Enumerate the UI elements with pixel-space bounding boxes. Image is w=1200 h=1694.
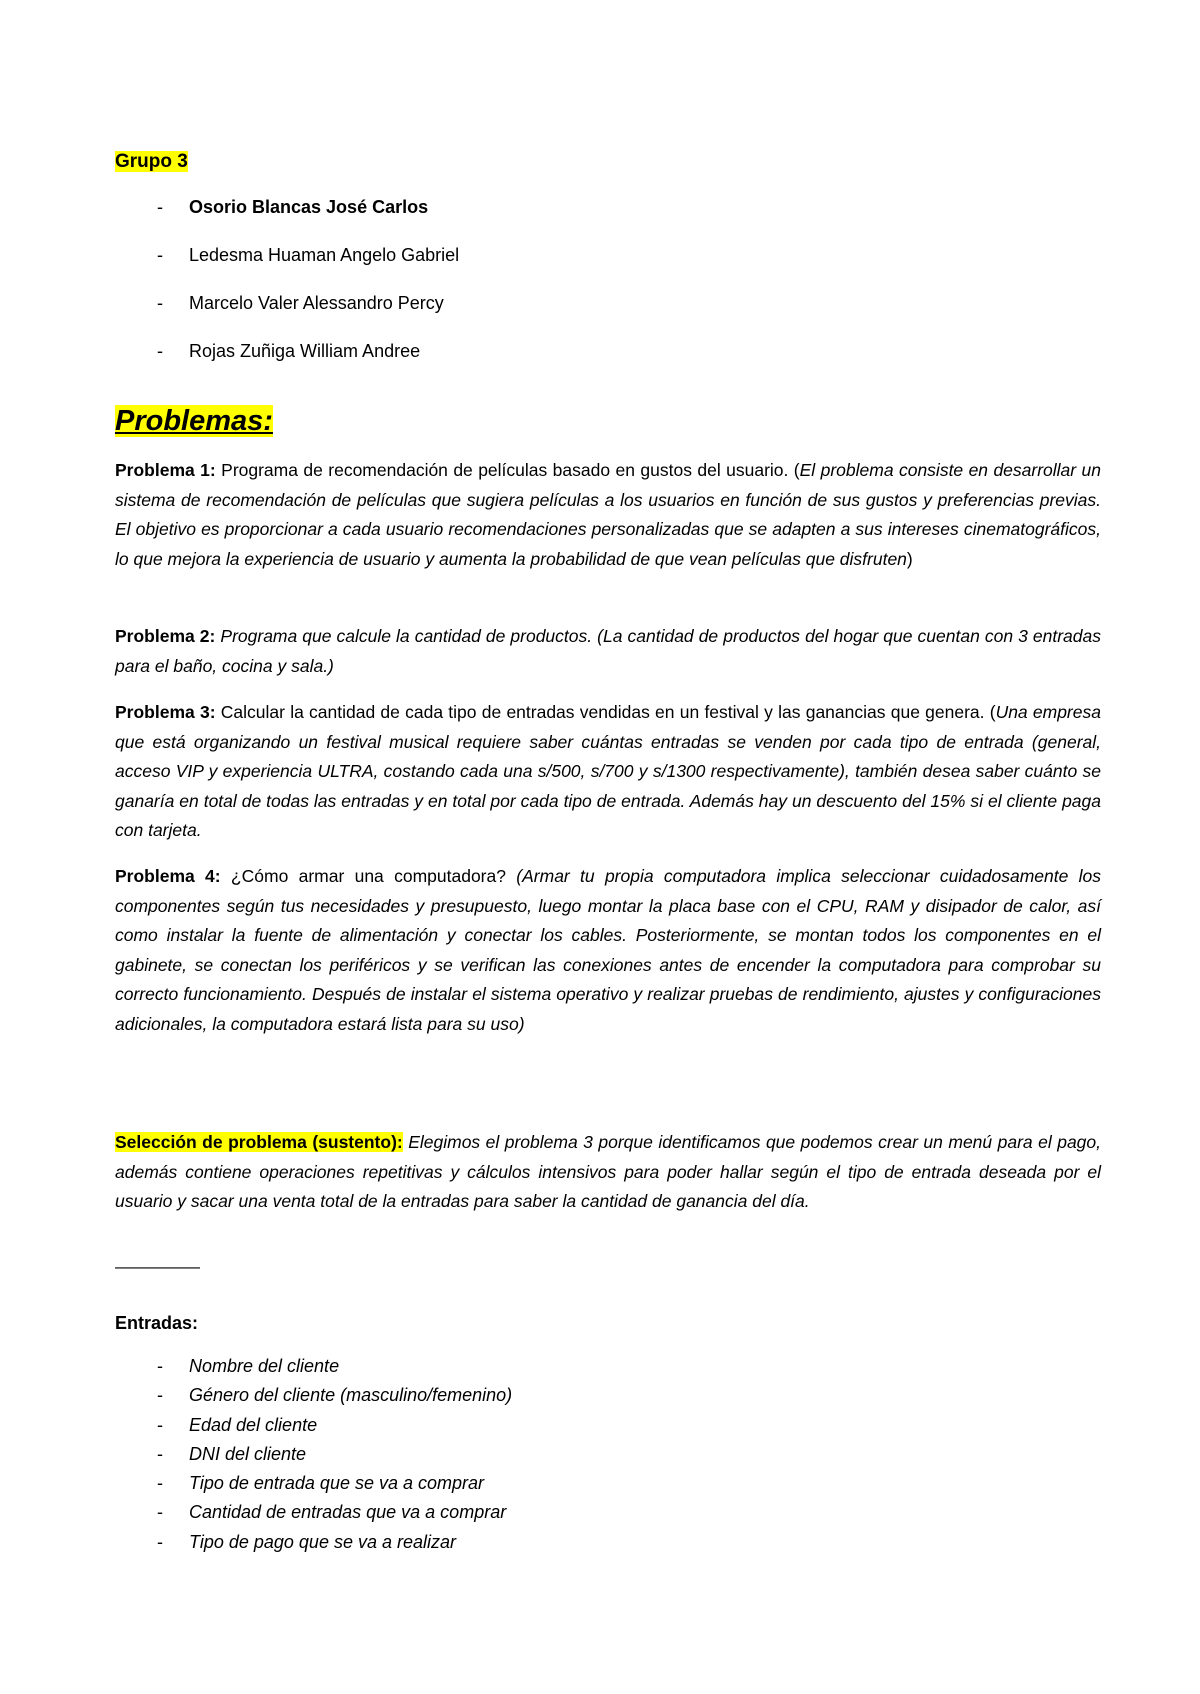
input-text: Nombre del cliente — [189, 1356, 340, 1376]
problem-label: Problema 2: — [115, 626, 216, 646]
input-text: DNI del cliente — [189, 1443, 307, 1464]
list-marker: - — [157, 1356, 163, 1376]
list-marker: - — [157, 293, 163, 313]
list-marker: - — [157, 341, 163, 361]
member-name: Marcelo Valer Alessandro Percy — [189, 293, 444, 313]
input-text: Tipo de pago que se va a realizar — [189, 1531, 457, 1552]
problem-selection — [115, 1128, 1101, 1217]
input-text: Cantidad de entradas que va a comprar — [189, 1502, 507, 1523]
list-marker: - — [157, 1414, 163, 1435]
input-text: Tipo de entrada que se va a comprar — [189, 1473, 485, 1494]
problems-heading — [115, 403, 273, 439]
problem-4 — [115, 862, 1101, 1039]
list-marker: - — [157, 197, 163, 217]
selection-text: Elegimos el problema 3 porque identificamos que podemos crear un menú para el pago, además contiene operaciones repetitivas y cálculos intensivos para poder hallar según el tipo de entrada deseada por el usuario y sacar una venta total de la entradas para saber la cantidad de ganancia del día. — [115, 1132, 1102, 1211]
list-marker: - — [157, 1385, 163, 1406]
list-marker: - — [157, 1531, 163, 1552]
input-item — [115, 1354, 512, 1383]
member-item — [115, 339, 459, 387]
list-marker: - — [157, 1473, 163, 1494]
problem-detail: El problema consiste en desarrollar un sistema de recomendación de películas que sugiera películas a los usuarios en función de sus gustos y preferencias previas. El objetivo es proporcionar a cada usuario recomendaciones personalizadas que se adapten a sus intereses cinematográficos, lo que mejora la experiencia de usuario y aumenta la probabilidad de que vean películas que disfruten — [115, 460, 1101, 569]
member-name: Osorio Blancas José Carlos — [189, 197, 429, 217]
list-marker: - — [157, 1443, 163, 1464]
member-name: Rojas Zuñiga William Andree — [189, 341, 421, 361]
list-marker: - — [157, 245, 163, 265]
list-marker: - — [157, 1502, 163, 1523]
group-title-text: Grupo 3 — [115, 151, 188, 172]
problem-1 — [115, 456, 1101, 574]
problem-label: Problema 3: — [115, 702, 216, 722]
problem-close: ) — [906, 548, 913, 569]
input-item — [115, 1383, 512, 1412]
inputs-label: Entradas: — [115, 1313, 199, 1333]
input-text: Edad del cliente — [189, 1414, 318, 1435]
input-text: Género del cliente (masculino/femenino) — [189, 1385, 513, 1406]
member-item — [115, 195, 459, 243]
input-item — [115, 1530, 512, 1559]
group-title — [115, 150, 188, 174]
problem-statement: Calcular la cantidad de cada tipo de entradas vendidas en un festival y las ganancias que genera. ( — [215, 702, 996, 722]
problem-label: Problema 1: — [115, 460, 216, 480]
member-item — [115, 291, 459, 339]
selection-label: Selección de problema (sustento): — [115, 1132, 403, 1152]
inputs-list — [115, 1354, 512, 1559]
input-item — [115, 1413, 512, 1442]
problem-detail: (Armar tu propia computadora implica seleccionar cuidadosamente los componentes según tus necesidades y presupuesto, luego montar la placa base con el CPU, RAM y disipador de calor, así como instalar la fuente de alimentación y conectar los cables. Posteriormente, se montan todos los componentes en el gabinete, se conectan los periféricos y se verifican las conexiones antes de encender la computadora para comprobar su correcto funcionamiento. Después de instalar el sistema operativo y realizar pruebas de rendimiento, ajustes y configuraciones adicionales, la computadora estará lista para su uso) — [115, 866, 1102, 1034]
problem-3 — [115, 698, 1101, 846]
members-list — [115, 195, 459, 387]
problem-2 — [115, 622, 1101, 681]
problem-statement: ¿Cómo armar una computadora? — [220, 866, 506, 886]
problems-heading-text: Problemas: — [115, 405, 273, 437]
member-name: Ledesma Huaman Angelo Gabriel — [189, 245, 460, 265]
separator-line: ————— — [115, 1257, 200, 1276]
input-item — [115, 1471, 512, 1500]
problem-statement: Programa que calcule la cantidad de productos. — [215, 626, 593, 646]
problem-statement: Programa de recomendación de películas basado en gustos del usuario. ( — [215, 460, 800, 480]
problem-label: Problema 4: — [115, 866, 221, 886]
input-item — [115, 1500, 512, 1529]
member-item — [115, 243, 459, 291]
problem-detail: Una empresa que está organizando un festival musical requiere saber cuántas entradas se venden por cada tipo de entrada (general, acceso VIP y experiencia ULTRA, costando cada una s/500, s/700 y s/1300 respectivamente), también desea saber cuánto se ganaría en total de todas las entradas y en total por cada tipo de entrada. Además hay un descuento del 15% si el cliente paga con tarjeta. — [115, 702, 1101, 840]
input-item — [115, 1442, 512, 1471]
problem-detail: (La cantidad de productos del hogar que cuentan con 3 entradas para el baño, cocina y sala.) — [115, 626, 1101, 676]
